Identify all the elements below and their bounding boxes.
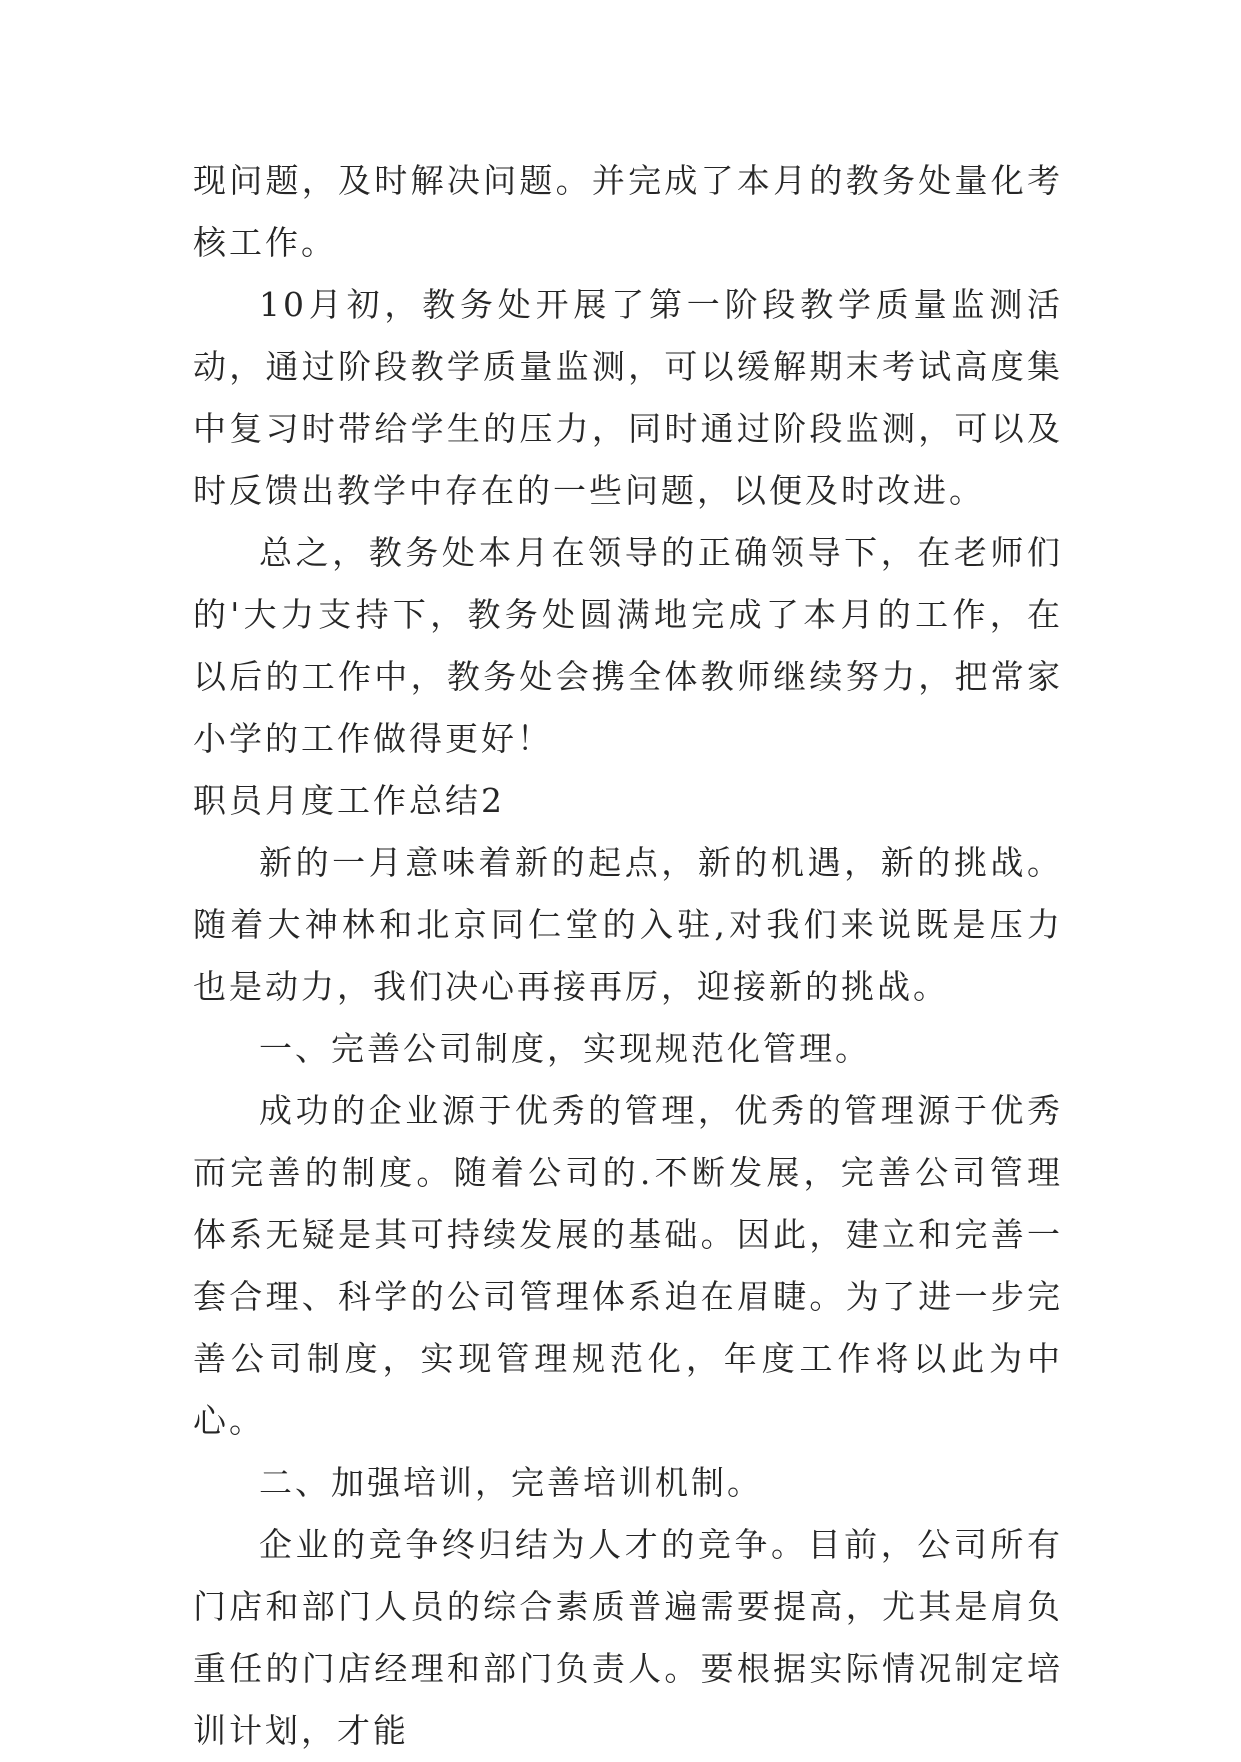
paragraph-new-month: 新的一月意味着新的起点，新的机遇，新的挑战。随着大神林和北京同仁堂的入驻,对我们来说既是压力也是动力，我们决心再接再厉，迎接新的挑战。 <box>193 843 1063 1006</box>
subheading-training: 二、加强培训，完善培训机制。 <box>259 1463 763 1502</box>
section-heading: 职员月度工作总结2 <box>193 781 505 820</box>
document-body <box>193 150 1063 1762</box>
subheading-company-system: 一、完善公司制度，实现规范化管理。 <box>259 1029 871 1068</box>
paragraph-management: 成功的企业源于优秀的管理，优秀的管理源于优秀而完善的制度。随着公司的.不断发展，完善公司管理体系无疑是其可持续发展的基础。因此，建立和完善一套合理、科学的公司管理体系迫在眉睫。为了进一步完善公司制度，实现管理规范化，年度工作将以此为中心。 <box>193 1091 1063 1440</box>
paragraph-quality-monitoring: 10月初，教务处开展了第一阶段教学质量监测活动，通过阶段教学质量监测，可以缓解期末考试高度集中复习时带给学生的压力，同时通过阶段监测，可以及时反馈出教学中存在的一些问题，以便及时改进。 <box>193 285 1063 510</box>
paragraph-continuation: 现问题，及时解决问题。并完成了本月的教务处量化考核工作。 <box>193 161 1063 262</box>
paragraph-competition: 企业的竞争终归结为人才的竞争。目前，公司所有门店和部门人员的综合素质普遍需要提高，尤其是肩负重任的门店经理和部门负责人。要根据实际情况制定培训计划，才能 <box>193 1525 1063 1750</box>
paragraph-conclusion: 总之，教务处本月在领导的正确领导下，在老师们的'大力支持下，教务处圆满地完成了本月的工作，在以后的工作中，教务处会携全体教师继续努力，把常家小学的工作做得更好！ <box>193 533 1063 758</box>
